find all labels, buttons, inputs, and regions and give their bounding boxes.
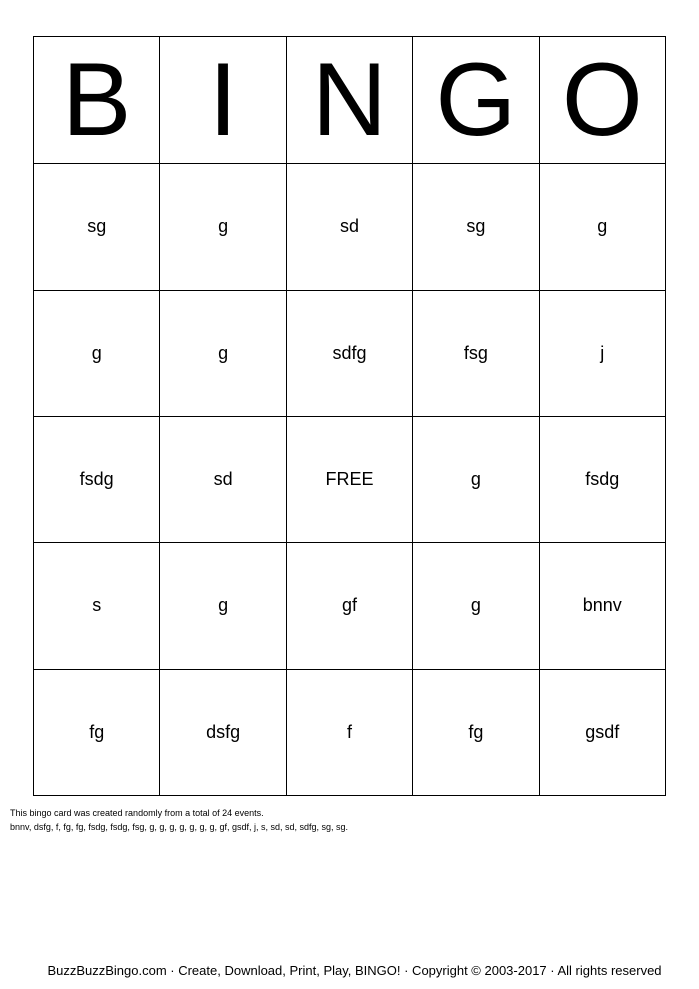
bingo-cell: gf <box>286 543 412 669</box>
bingo-cell: sd <box>160 416 286 542</box>
bingo-cell: g <box>413 543 539 669</box>
bingo-cell: gsdf <box>539 669 665 795</box>
header-letter-i <box>160 37 286 164</box>
bingo-row <box>34 669 666 795</box>
bingo-cell: fsdg <box>34 416 160 542</box>
footer-copyright: BuzzBuzzBingo.com · Create, Download, Print, Play, BINGO! · Copyright © 2003-2017 · All rights reserved <box>47 963 662 978</box>
bingo-free-cell: FREE <box>286 416 412 542</box>
bingo-cell: fsg <box>413 290 539 416</box>
bingo-cell: sd <box>286 164 412 290</box>
bingo-cell: fg <box>413 669 539 795</box>
bingo-cell: g <box>413 416 539 542</box>
bingo-cell: s <box>34 543 160 669</box>
card-info-events-list: bnnv, dsfg, f, fg, fg, fsdg, fsdg, fsg, g, g, g, g, g, g, g, gf, gsdf, j, s, sd, sd, sdfg, sg, sg. <box>10 822 349 832</box>
bingo-card <box>33 36 666 796</box>
bingo-row <box>34 290 666 416</box>
bingo-cell: fg <box>34 669 160 795</box>
bingo-row <box>34 543 666 669</box>
bingo-cell: fsdg <box>539 416 665 542</box>
bingo-cell: dsfg <box>160 669 286 795</box>
header-letter-o <box>539 37 665 164</box>
bingo-cell: f <box>286 669 412 795</box>
bingo-cell: g <box>160 543 286 669</box>
header-letter-text: O <box>561 42 643 159</box>
header-letter-b <box>34 37 160 164</box>
header-letter-g <box>413 37 539 164</box>
bingo-cell: g <box>34 290 160 416</box>
header-letter-n <box>286 37 412 164</box>
card-info <box>10 806 690 834</box>
header-letter-text: B <box>62 42 132 159</box>
card-info-summary: This bingo card was created randomly from a total of 24 events. <box>10 808 264 818</box>
bingo-row <box>34 164 666 290</box>
bingo-cell: g <box>539 164 665 290</box>
bingo-cell: sg <box>413 164 539 290</box>
bingo-cell: g <box>160 164 286 290</box>
bingo-cell: sdfg <box>286 290 412 416</box>
bingo-row <box>34 416 666 542</box>
header-letter-text: I <box>208 42 238 159</box>
bingo-cell: g <box>160 290 286 416</box>
bingo-cell: j <box>539 290 665 416</box>
bingo-cell: bnnv <box>539 543 665 669</box>
bingo-header-row <box>34 37 666 164</box>
bingo-cell: sg <box>34 164 160 290</box>
header-letter-text: G <box>435 42 517 159</box>
header-letter-text: N <box>311 42 388 159</box>
footer <box>0 963 699 978</box>
